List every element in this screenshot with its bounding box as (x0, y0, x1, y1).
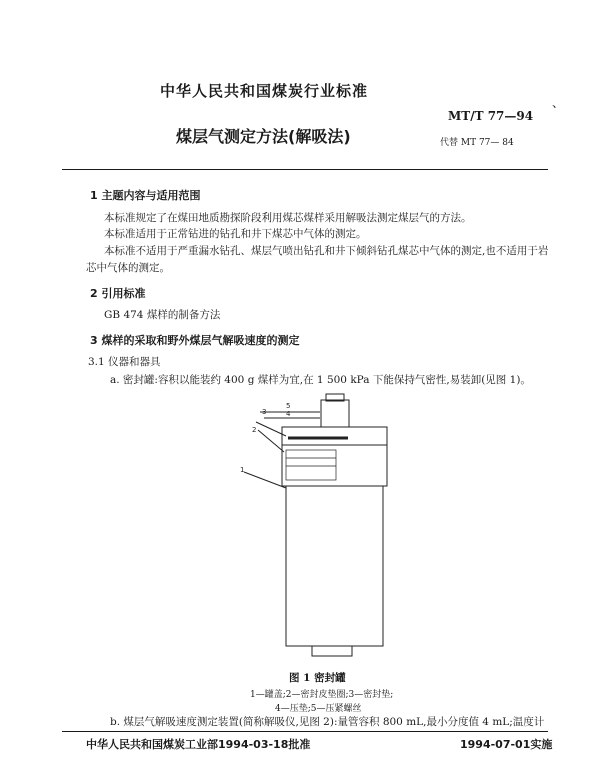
figure-1-caption: 图 1 密封罐 (289, 672, 346, 684)
figure-label-4: 4 (286, 410, 291, 418)
section-1-para-1: 本标准规定了在煤田地质勘探阶段利用煤芯煤样采用解吸法测定煤层气的方法。 (104, 212, 472, 224)
section-1-para-2: 本标准适用于正常钻进的钻孔和井下煤芯中气体的测定。 (104, 228, 367, 240)
lid-top (282, 427, 387, 445)
section-3-heading: 3 煤样的采取和野外煤层气解吸速度的测定 (90, 334, 300, 347)
figure-1-sealed-can (228, 392, 408, 662)
section-2-heading: 2 引用标准 (90, 287, 146, 300)
compression-screw (321, 400, 349, 427)
figure-label-3: 3 (262, 408, 267, 416)
stray-mark: 、 (552, 96, 565, 110)
footer-rule (62, 731, 548, 732)
implementation-date: 1994-07-01实施 (460, 738, 553, 751)
figure-label-2: 2 (252, 426, 257, 434)
figure-1-legend-line-1: 1—罐盖;2—密封皮垫圈;3—密封垫; (250, 690, 394, 700)
replaces-note: 代替 MT 77— 84 (440, 138, 514, 148)
figure-label-5: 5 (286, 402, 291, 410)
document-title: 煤层气测定方法(解吸法) (176, 127, 351, 146)
can-drawing (244, 394, 387, 656)
can-base (312, 646, 352, 656)
reference-gb474: GB 474 煤样的制备方法 (104, 309, 221, 321)
item-a-sealed-can: a. 密封罐:容积以能装约 400 g 煤样为宜,在 1 500 kPa 下能保持气密性,易装卸(见图 1)。 (110, 374, 531, 386)
section-1-para-3-cont: 芯中气体的测定。 (86, 262, 170, 274)
header-rule (62, 169, 548, 170)
standard-category-title: 中华人民共和国煤炭行业标准 (160, 82, 369, 100)
approval-date: 中华人民共和国煤炭工业部1994-03-18批准 (86, 738, 311, 751)
figure-1-legend-line-2: 4—压垫;5—压紧螺丝 (275, 704, 362, 714)
section-1-heading: 1 主题内容与适用范围 (90, 189, 201, 202)
standard-code: MT/T 77—94 (448, 109, 534, 123)
figure-label-1: 1 (240, 466, 245, 474)
can-body (286, 486, 383, 646)
item-b-desorption-apparatus: b. 煤层气解吸速度测定装置(简称解吸仪,见图 2):量管容积 800 mL,最小分度值 4 mL;温度计 (110, 716, 545, 728)
subsection-3-1: 3.1 仪器和器具 (88, 356, 161, 368)
section-1-para-3: 本标准不适用于严重漏水钻孔、煤层气喷出钻孔和井下倾斜钻孔煤芯中气体的测定,也不适用于岩 (104, 245, 549, 257)
